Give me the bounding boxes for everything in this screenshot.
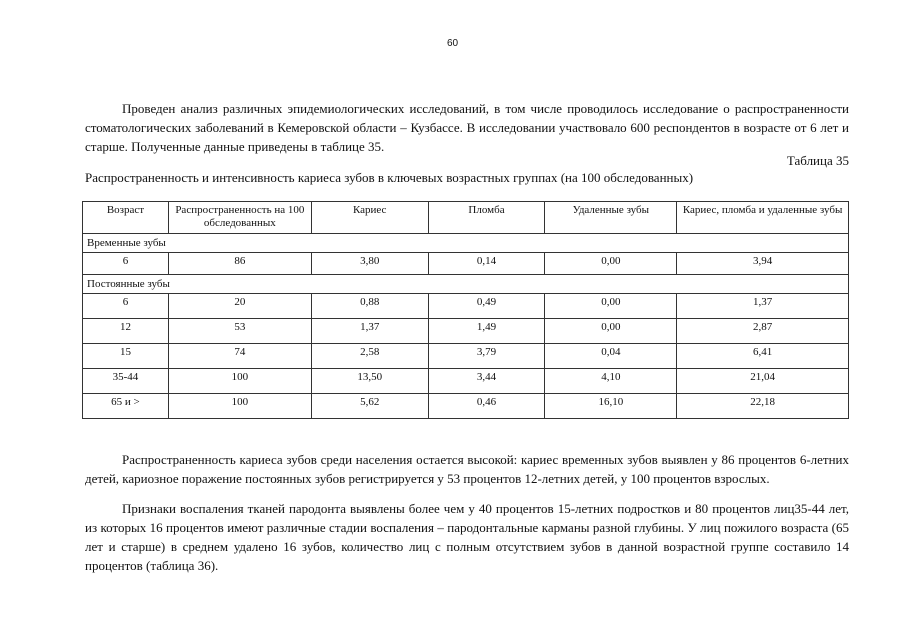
table-caption: Распространенность и интенсивность кариеса зубов в ключевых возрастных группах (на 100 обследованных) [85,170,694,185]
cell-total: 6,41 [677,344,849,369]
header-cfe-index: Кариес, пломба и удаленные зубы [677,202,849,234]
cell-caries: 2,58 [311,344,428,369]
table-header-row [83,202,849,234]
table-row [83,294,849,319]
cell-extracted: 0,00 [545,319,677,344]
cell-prevalence: 74 [168,344,311,369]
table-row [83,253,849,275]
cell-age: 15 [83,344,169,369]
cell-filling: 0,46 [428,394,545,419]
page-number: 60 [446,38,459,49]
header-caries: Кариес [311,202,428,234]
paragraph-caries-prevalence: Распространенность кариеса зубов среди населения остается высокой: кариес временных зубов выявлен у 86 процентов 6-летних детей, кариозное поражение постоянных зубов регистрируется у 53 процентов 12-летних детей, у 100 процентов взрослых. [85,452,849,486]
table-row [83,319,849,344]
cell-total: 3,94 [677,253,849,275]
table-label: Таблица 35 [786,153,849,168]
cell-filling: 3,79 [428,344,545,369]
cell-age: 35-44 [83,369,169,394]
cell-extracted: 4,10 [545,369,677,394]
cell-age: 65 и > [83,394,169,419]
table-row [83,394,849,419]
header-prevalence: Распространенность на 100 обследованных [168,202,311,234]
cell-filling: 3,44 [428,369,545,394]
cell-filling: 0,49 [428,294,545,319]
cell-total: 1,37 [677,294,849,319]
section-label: Постоянные зубы [83,275,849,294]
cell-prevalence: 86 [168,253,311,275]
cell-age: 12 [83,319,169,344]
section-row-temporary [83,234,849,253]
cell-prevalence: 100 [168,394,311,419]
caries-table [82,201,849,419]
header-extracted: Удаленные зубы [545,202,677,234]
cell-total: 22,18 [677,394,849,419]
cell-caries: 13,50 [311,369,428,394]
cell-prevalence: 100 [168,369,311,394]
header-filling: Пломба [428,202,545,234]
cell-filling: 0,14 [428,253,545,275]
cell-total: 2,87 [677,319,849,344]
cell-extracted: 0,00 [545,294,677,319]
paragraph-periodontal: Признаки воспаления тканей пародонта выявлены более чем у 40 процентов 15-летних подростков и 80 процентов лиц35-44 лет, из которых 16 процентов имеют различные стадии воспаления – пародонтальные карманы разной глубины. У лиц пожилого возраста (65 лет и старше) в среднем удалено 16 зубов, количество лиц с полным отсутствием зубов в данной возрастной группе составило 14 процентов (таблица 36). [85,501,849,573]
cell-filling: 1,49 [428,319,545,344]
table-row [83,369,849,394]
cell-caries: 5,62 [311,394,428,419]
cell-extracted: 0,04 [545,344,677,369]
cell-caries: 0,88 [311,294,428,319]
section-row-permanent [83,275,849,294]
cell-prevalence: 53 [168,319,311,344]
cell-total: 21,04 [677,369,849,394]
table-row [83,344,849,369]
cell-caries: 3,80 [311,253,428,275]
cell-prevalence: 20 [168,294,311,319]
cell-age: 6 [83,294,169,319]
section-label: Временные зубы [83,234,849,253]
cell-caries: 1,37 [311,319,428,344]
cell-age: 6 [83,253,169,275]
header-age: Возраст [83,202,169,234]
cell-extracted: 16,10 [545,394,677,419]
cell-extracted: 0,00 [545,253,677,275]
intro-paragraph: Проведен анализ различных эпидемиологических исследований, в том числе проводилось исследование о распространенности стоматологических заболеваний в Кемеровской области – Кузбассе. В исследовании участвовало 600 респондентов в возрасте от 6 лет и старше. Полученные данные приведены в таблице 35. [85,101,849,154]
